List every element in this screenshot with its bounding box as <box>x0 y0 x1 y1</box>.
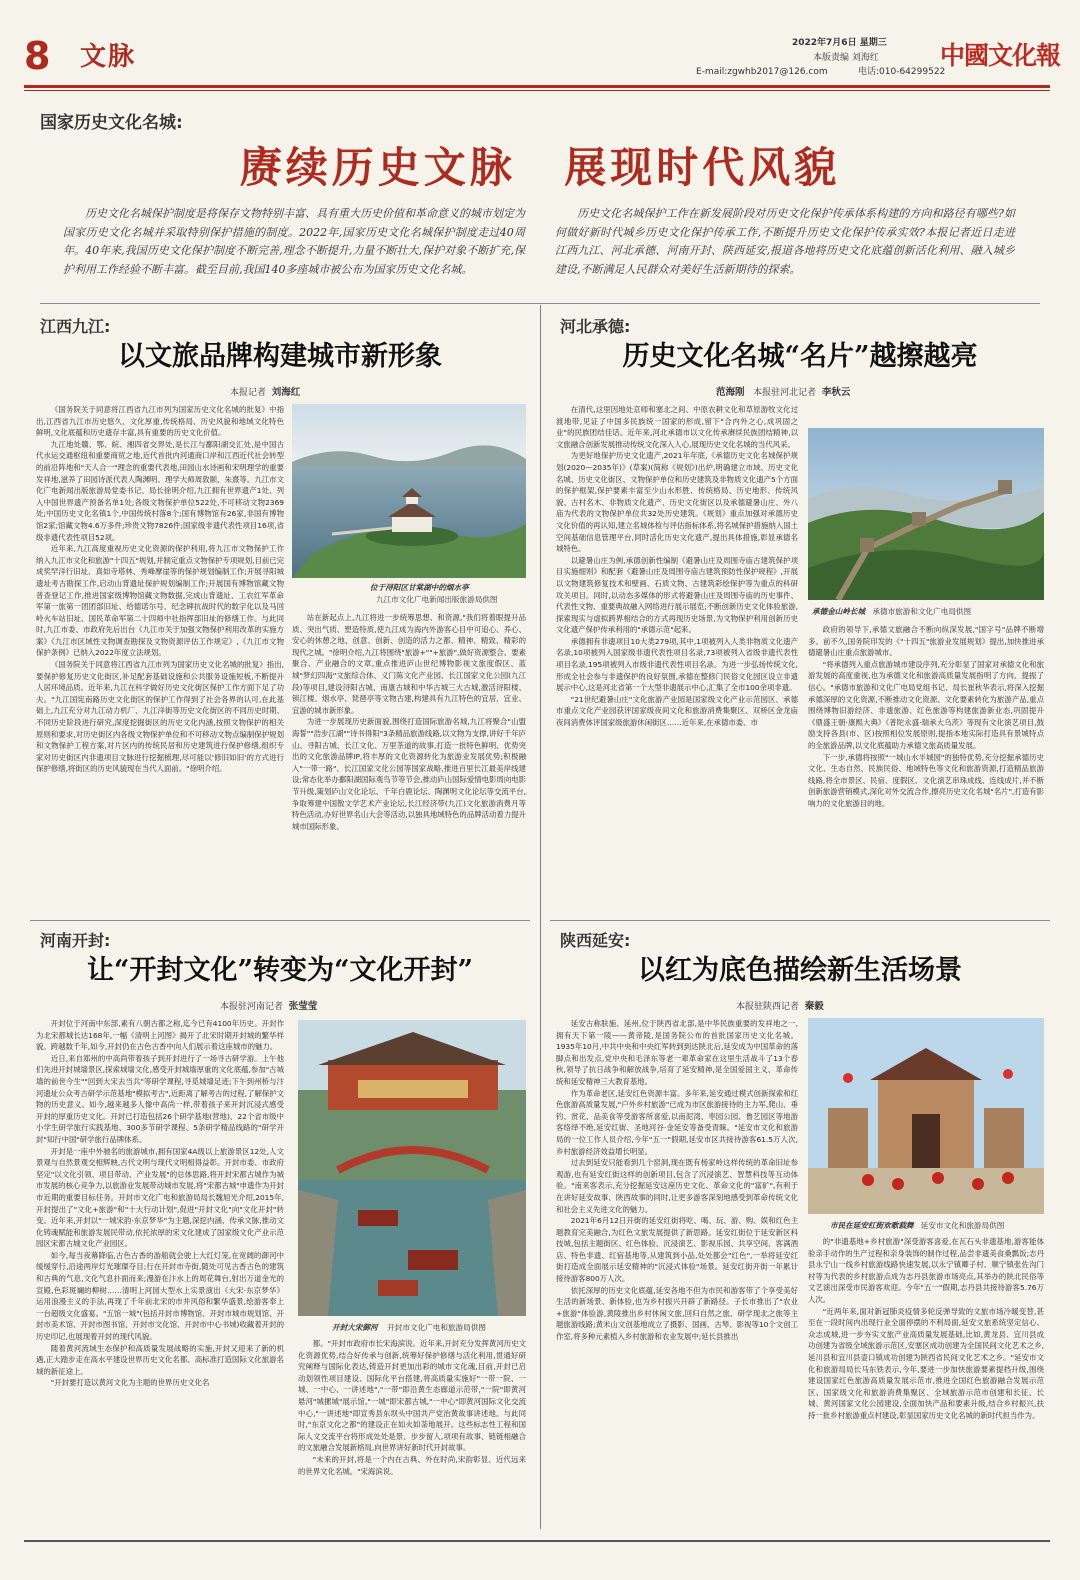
lead-divider <box>40 303 1040 304</box>
caption-title: 承德金山岭长城 <box>812 607 866 616</box>
page-editor: 本版责编 刘海红 <box>813 53 879 63</box>
byline-role: 本报驻陕西记者 <box>736 1002 800 1012</box>
footer-rule <box>24 1540 1050 1542</box>
paragraph: 开封是一座中外驰名的旅游城市,拥有国家4A级以上旅游景区12处,人文景观与自然景观交相辉映,古代文明与现代文明相得益彰。开封市委、市政府坚定"以文化引领、项目带动、产业发展"的总体思路,将开封宋都古城作为城市发展的核心竞争力,以旅游业发展带动城市发展,将"宋都古城"申遗作为开封市近期的重要目标任务。开封市文化广电和旅游局局长魏旭光介绍,2015年,开封提出了"文化+旅游"和"十大行动计划",促进"开封文化"向"文化开封"转变。近年来,开封以"一城宋韵·东京梦华"为主题,深挖内涵、传承文脉,推动文化铸魂赋能和旅游发展民带动,依托浓厚的宋文化建成了国家级文化产业示范园区宋都古城文化产业园区。 <box>36 1146 284 1249</box>
article-byline <box>736 998 824 1012</box>
paragraph: "未来的开封,将是一个内在古典、外在时尚,宋韵彰显、近代远来的世界文化名城。"宋海滨说。 <box>298 1454 526 1476</box>
article-jiujiang <box>30 314 530 914</box>
section-divider <box>550 920 1050 921</box>
article-byline <box>220 998 317 1012</box>
paragraph: 站在新起点上,九江将进一步统筹思想、和资源,"我们将着眼提升品质、突出气质、塑造特质,使九江成为海内外游客心目中可追心、养心、安心的休憩之地、创意、创新、创造的活力之都、精神、精致、精彩的现代之城。"徐明介绍,九江将围绕"旅游+""+旅游",做好资源整合、要素聚合、产业融合的文章,重点推进庐山世纪博物影视文旅度假区、蓝城"梦幻四海"文旅综合体、义门陈文化产业园、长江国家文化公园(九江段)等项目,建设浔阳古城、南康古城和中华古城三大古城,激活浔阳楼、锁江楼、烟水亭、琵琶亭等文物古建,构建具有九江特色的宜居、宜业、宜游的城市新形象。 <box>292 613 526 715</box>
lake-pavilion-photo <box>292 404 526 578</box>
paragraph: "开封要打造以黄河文化为主题的世界历史文化名 <box>50 1378 210 1388</box>
article-title: 让“开封文化”转变为“文化开封” <box>86 955 474 986</box>
paragraph: 承德拥有非遗项目10大类279项,其中,1项被列入人类非物质文化遗产名录,10项被列入国家级非遗代表性项目名录,73项被列入省级非遗代表性项目名录,195项被列入市级非遗代表性项目名录。为进一步弘扬传统文化,形成全社会参与非遗保护的良好氛围,承德在整修门民俗文化园区设立非遗展示中心,这是河北省第一个大型非遗展示中心,汇集了全市100余项非遗。 <box>556 636 798 693</box>
column-divider <box>540 305 541 1529</box>
paragraph: 都。"开封市政府市长宋海滨说。近年来,开封充分发挥黄河历史文化资源优势,结合好传承与创新,统筹好保护修缮与活化利用,贯通好研究阐释与国际化表达,铸造开封更加出彩的城市文化魂,目前,开封已启动划领性项目建设、国际化平台搭建,将高质量实施好"一带一院、一城、一中心、一讲述地","一带"即沿黄生态廊道示范带,"一院"即黄河悬河"城摞城"展示馆,"一城"即宋都古城,"一中心"即黄河国际文化交流中心,"一讲述地"即宣秀县东坝头中国共产党治黄故事讲述地。与此同时,"东京文化之都"的建设正在如火如荼地展开。这些标志性工程和国际人文交流平台将形成处处是景、步步留人,项项有故事、链链相融合的文旅融合发展新格局,向世界讲好新时代开封故事。 <box>298 1339 526 1453</box>
main-headline: 赓续历史文脉 展现时代风貌 <box>239 143 841 192</box>
section-divider <box>30 920 530 921</box>
paragraph: 开封位于河南中东部,素有八朝古都之称,迄今已有4100年历史。开封作为北宋都城长达168年,一幅《清明上河图》揭开了北宋时期开封城的繁华样貌。跨越数千年,如今,开封仍在古色古香中向人们展示着这座城市的魅力。 <box>36 1019 284 1052</box>
byline-role: 本报记者 <box>230 388 267 398</box>
paragraph: "将承德列入重点旅游城市建设序列,充分彰显了国家对承德文化和旅游发展的高度重视,也为承德文化和旅游高质量发展指明了方向、提振了信心。"承德市旅游和文化广电局党组书记、局长崔秋华表示,将深入挖掘承德深厚的文化资源,不断推动文化资源、文化要素转化为旅游产品,重点围绕博物旧游经济、非遗旅游、红色旅游等构建旅游新业态,巩固提升《鼎盛王朝·康熙大典》《普陀永盛·瑞承大乌茨》等现有文化演艺项目,鼓励支持各县(市、区)按照相位发展原则,提指本地实际打造具有景城特点的全旅游品牌,以文化底蕴助力承德文旅高质量发展。 <box>808 659 1044 750</box>
article-column-2 <box>808 1236 1044 1528</box>
paragraph: 在清代,这里因地处京师和塞北之间、中原农耕文化和草原游牧文化过渡地带,见证了中国多民族统一国家的形成,留下"合内外之心,成巩固之业"的民族团结佳话。近年来,河北承德市以文化传承赓续民族团结精神,以文旅融合创新发展推动传统文化深入人心,展现历史文化名城的当代风采。 <box>556 405 798 449</box>
article-title: 以文旅品牌构建城市新形象 <box>118 341 442 372</box>
lead-text-left: 历史文化名城保护制度是将保存文物特别丰富、具有重大历史价值和革命意义的城市划定为国家历史文化名城并采取特别保护措施的制度。2022年,国家历史文化名城保护制度走过40周年。40年来,我国历史文化保护制度不断完善,理念不断提升,力量不断壮大,保护对象不断扩充,保护利用工作经验不断丰富。截至目前,我国140多座城市被公布为国家历史文化名城。 <box>63 207 525 276</box>
byline-author: 张莹莹 <box>288 1001 318 1012</box>
caption-title: 市民在延安红街欢歌载舞 <box>830 1221 914 1230</box>
paragraph: "近两年来,面对新冠肺炎疫情多轮反弹导致的文旅市场冷暖变替,甚至在一段时间内出现行业全面停摆的不利局面,延安文旅系统坚定信心、众志成城,进一步夯实文旅产业高质量发展基础,比如,黄龙县、宜川县成功创建为省级全域旅游示范区,安塞区成功创建为全国民间文化艺术之乡,延川县和宜川县壶口镇成功创建为陕西省民间文化艺术之乡。"延安市文化和旅游局局长马东铁表示,今年,要进一步加快旅游要素提档升级,围绕建设国家红色旅游高质量发展示范市,推进全国红色旅游融合发展示范区、国家级文化和旅游消费集聚区、全域旅游示范市创建和长征、长城、黄河国家文化公园建设,全面加快产品和要素升级,结合乡村振兴,扶持一批乡村旅游重点村建设,彰显国家历史文化名城的新时代担当作为。 <box>808 1306 1044 1420</box>
article-column-2 <box>292 612 526 912</box>
photo-yanan-red-street <box>808 1018 1044 1214</box>
imperial-river-photo <box>298 1020 526 1316</box>
paragraph: 作为革命老区,延安红色资源丰富。多年来,延安通过模式创新探索和红色旅游高质量发展,"户外乡村旅游"已成为市区旅游接待的主力军,爬山、垂钓、赏花、品美食等受游客所喜爱,以南泥湾、枣园公园、鲁艺园区等地游客络绎不绝,延安红街、圣地河谷·金延安等备受青睐。"延安市文化和旅游局的一位工作人员介绍,今年"五一"假期,延安市区共接待游客61.5万人次,乡村旅游经济效益增长明显。 <box>556 1088 798 1156</box>
byline-role: 本报驻河北记者 <box>753 388 817 398</box>
byline-author: 李秋云 <box>821 387 851 398</box>
paragraph: 的"非遗基地+乡村旅游"深受游客喜爱,在瓦石头非遗基地,游客能体验亲手动作的生产过程和亲身装饰的制作过程,品尝非遗美食桑瓢饭;志丹县永宁山一线乡村旅游线路快速发展,以永宁镇卿子村、顺宁镇张佐沟门村等为代表的乡村旅游点成为志丹县旅游市场亮点,其举办的陕北民俗等文艺演出深受市民游客欢迎。今年"五一"假期,志丹县共接待游客5.76万人次。 <box>808 1237 1044 1304</box>
article-place: 江西九江: <box>40 317 111 336</box>
paragraph: "21世纪避暑山庄"文化旅游产业园是国家级文化产业示范园区、承德市重点文化产业园获评国家级夜间文化和旅游消费集聚区、双桥区金龙庙夜间消费体评国家级旅游休闲街区……近年来,在承德市委、市 <box>556 694 798 728</box>
caption-credit: 开封市文化广电和旅游局供图 <box>387 1323 486 1332</box>
article-yanan <box>550 928 1050 1532</box>
article-column-1 <box>36 1018 284 1528</box>
caption-credit: 延安市文化和旅游局供图 <box>920 1221 1005 1230</box>
byline-author: 秦毅 <box>804 1001 824 1012</box>
page-number: 8 <box>24 34 51 78</box>
article-column-2 <box>808 624 1044 914</box>
photo-caption-credit: 九江市文化广电新闻出版旅游局供图 <box>376 595 498 604</box>
great-wall-photo <box>808 428 1044 600</box>
caption-title: 位于浔阳区甘棠湖中的烟水亭 <box>370 583 469 592</box>
article-chengde <box>550 314 1050 914</box>
byline-author: 范海刚 <box>716 387 745 398</box>
paragraph: 为进一步展现历史新面貌,围绕打造国际旅游名城,九江将聚合"山盟海誓""浩步江湖""诗书得阳"3条精品旅游线路,以文物为支撑,讲好千年庐山、寻阳古城、长江文化、万里茶道的故事,打造一批特色鲜明、优势突出的文化旅游品牌IP,将丰厚的文化资源转化为旅游业发展优势;积极融入"一带一路"、长江国家文化公园等国家战略,推进百里长江最美岸线建设;常态化举办鄱阳湖国际观鸟节等节会,推动庐山国际爱情电影周向电影节升级,策划庐山文化论坛、千年白鹿论坛、陶渊明文化论坛等交流平台,争取筹建中国散文学艺术产业论坛,长江经济带(九江)文化旅游消费月等特色活动,办好世界名山大会等活动,以独具地域特色的品牌活动着力提升城市国际形象。 <box>292 717 526 831</box>
article-title: 历史文化名城“名片”越擦越亮 <box>622 341 978 372</box>
paragraph: 政府的领导下,承德文旅融合不断向纵深发展,"国字号"品牌不断增多。前不久,国务院印发的《"十四五"旅游业发展规划》提出,加快推进承德避暑山庄重点旅游城市。 <box>808 625 1044 658</box>
paragraph: 以避暑山庄为例,承德创新性编制《避暑山庄及周围寺庙古建筑保护项目实施细则》和配套《避暑山庄及周围寺庙古建筑预防性保护规程》,开展以文物建筑修复技术和壁画、石质文物、古建筑彩绘保护等为重点的科研攻关项目。同时,以动态多媒体的形式将避暑山庄及周围寺庙的历史事件、代表性文物、重要典故融入网络进行展示展览;不断创新历史文化体验旅游,探索现实与虚拟跨界相结合的方式再现历史场景,为文物保护利用创新历史文化遗产保护传承利用的"承德示范"起来。 <box>556 555 798 635</box>
article-byline <box>230 384 300 398</box>
newspaper-masthead: 中國文化報 <box>940 41 1061 70</box>
paragraph: 随着黄河流域生态保护和高质量发展战略的实施,开封又迎来了新的机遇,正大踏步走在高水平建设世界历史文化名都、高标准打造国际文化旅游名城的新征途上。 <box>36 1343 284 1376</box>
article-column-1 <box>556 404 798 910</box>
contact-phone: 电话:010-64299522 <box>858 67 946 77</box>
photo-caption <box>812 606 971 617</box>
article-place: 河北承德: <box>560 317 631 336</box>
article-byline <box>716 384 850 398</box>
photo-yanshui-pavilion <box>292 404 526 578</box>
byline-role: 本报驻河南记者 <box>220 1002 284 1012</box>
paragraph: 九江地处赣、鄂、皖、湘四省交界处,是长江与鄱阳湖交汇处,是中国古代水运交通枢纽和重要商贸之地,近代首批内河通商口岸和江西近代社会转型的前沿阵地和"天人合一"理念的重要代表地,田园山水诗画和宋明理学的重要发祥地,滋养了田园诗派代表人陶渊明、理学大师周敦颐、朱熹等。九江市文化广电新闻出版旅游局党委书记、局长徐明介绍,九江拥有世界遗产1处、列入中国世界遗产预备名单1处;各级文物保护单位522处,不可移动文物2369处;中国历史文化名镇1个,中国传统村落8个;国有博物馆有26家,非国有博物馆2家;馆藏文物4.6万多件;珍贵文物7826件;国家级非遗代表性项目16项,省级非遗代表性项目52项。 <box>36 439 284 542</box>
paragraph: 下一步,承德将按照"一城山水半城园"的独特优势,充分挖掘承德历史文化、生态自然、民族民俗、地域特色等文化和旅游资源,打造精品旅游线路,将全市景区、民宿、度假区、文化演艺串珠成线、连线成片,并不断创新旅游营销模式,深化对外交流合作,擦亮历史文化名城"名片",打造有影响力的文化旅游目的地。 <box>808 752 1044 808</box>
paragraph: 为更好地保护历史文化遗产,2021年年底,《承德历史文化名城保护规划(2020—2035年)》(草案)(简称《规划》)出炉,明确建立市域、历史文化名城、历史文化街区、文物保护单位和历史建筑及非物质文化遗产5个方面的保护框架,保护要素丰富至少山水形胜、传统格局、历史地形、传统风貌、古村名木、非物质文化遗产、历史文化街区以及承德避暑山庄、外八庙为代表的文物保护单位共32处历史建筑。《规划》重点加强对承德历史文化价值的再认知,建立名城体检与评估指标体系,将名城保护措施纳入国土空间基础信息管理平台,同时活化历史文化遗产,提出具体措施,彰显承德名城特色。 <box>556 451 798 554</box>
photo-jinshanling-great-wall <box>808 428 1044 600</box>
byline-author: 刘海红 <box>271 387 301 398</box>
photo-caption-title <box>370 582 469 593</box>
paragraph: 依托深厚的历史文化底蕴,延安各地不但为市民和游客带了个享受美好生活的新场景、新体验,也为乡村振兴开辟了新路径。子长市推出了"农业+旅游"体验游,黄陵推出乡村休闲文旅,回归自然之旅、研学现北之旅等主题旅游线路;黄米山文创基地成立了摄影、国画、古琴、影视等10个文创工作室,将多种元素植入乡村旅游和农业发展中;延长县推出 <box>556 1285 798 1342</box>
photo-song-imperial-river <box>298 1020 526 1316</box>
paragraph: 《国务院关于同意将江西省九江市列为国家历史文化名城的批复》指出,要保护修复历史文化街区,补足配套基础设施和公共服务设施短板,不断提升人居环境品质。近年来,九江在科学做好历史文化街区保护工作方面下足了功夫。"九江国宪南路历史文化街区的保护工作得到了社会各界的认可,在此基础上,九江充分对九江动力机厂、九江洋街等历史文化街区的不同历史时期、不同历史阶段进行研究,深度挖掘街区的历史文化内涵,按照文物保护的相关原则和要求,对历史街区内各级文物保护单位和不可移动文物点编制保护规划和文物保护工程方案,对片区内的传统民居和历史建筑进行保护修缮,组织专家对历史街区内非遗项目文脉进行挖掘梳理,尽可能以'修旧如旧'的方式进行保护修缮,将街区的历史风貌现在当代人面前。"徐明介绍。 <box>36 660 284 774</box>
header-rule-thin <box>24 90 1050 91</box>
issue-date: 2022年7月6日 星期三 <box>792 38 887 48</box>
caption-title: 开封大宋御河 <box>332 1323 378 1332</box>
article-title: 以红为底色描绘新生活场景 <box>638 955 962 986</box>
red-street-photo <box>808 1018 1044 1214</box>
paragraph: 延安古称肤施、延州,位于陕西省北部,是中华民族重要的发祥地之一,拥有天下第一陵——黄帝陵,是国务院公布的首批国家历史文化名城。1935年10月,中共中央和中央红军转到到达陕北后,延安成为中国革命的落脚点和出发点,党中央和毛泽东等老一辈革命家在这里生活战斗了13个春秋,领导了抗日战争和解放战争,培育了延安精神,是全国爱国主义、革命传统和延安精神三大教育基地。 <box>556 1019 798 1086</box>
article-column-2 <box>298 1338 526 1528</box>
paragraph: 近日,来自郑州的中高尚带着孩子到开封进行了一场寻古研学游。上午他们先进开封城墙景区,探索城墙文化,感受开封城墙厚重的文化底蕴,参加"古城墙的前世今生""回到大宋去当兵"等研学课程,寻觅城墙足迹;下午到州桥与汴河遗址公众考古研学示范基地"模拟考古",近距离了解考古的过程,了解保护文物的历史意义。如今,越来越多人像中高尚一样,带着孩子来开封沉浸式感受开封的厚重历史文化。开封已打造包括26个研学基地(营地)、22个省市级中小学生研学旅行实践基地、300多节研学课程、5条研学精品线路的"研学开封"知行中国"研学旅行品牌体系。 <box>36 1053 284 1144</box>
caption-credit: 承德市旅游和文化广电局供图 <box>872 607 972 616</box>
lead-text-right: 历史文化名城保护工作在新发展阶段对历史文化保护传承体系构建的方向和路径有哪些?如何做好新时代城乡历史文化保护传承工作,不断提升历史文化保护传承实效?本报记者近日走进江西九江、河北承德、河南开封、陕西延安,报道各地将历史文化底蕴创新活化利用、融入城乡建设,不断满足人民群众对美好生活新期待的探索。 <box>555 207 1015 276</box>
paragraph: 《国务院关于同意将江西省九江市列为国家历史文化名城的批复》中指出,江西省九江市历史悠久、文化厚重,传统格局、历史风貌和地域文化特色鲜明,文化底蕴和历史遗存丰富,具有重要的历史文化价值。 <box>36 405 284 438</box>
contact-email: E-mail:zgwhb2017@126.com <box>696 67 828 77</box>
paragraph: 如今,每当夜幕降临,古色古香的游船就会驶上大红灯笼,在宽阔的御河中缓缓穿行,沿途两岸灯光璀璨夺目;行在开封市寺街,随处可见古香古色的建筑和古典的气息,文化气息扑面而来;漫游在汴水上的周花舞台,射出万道金光的宣殿,色彩斑斓的柳树……清明上河园大型水上实景演出《大宋·东京梦华》运用浪漫主义的手法,再现了千年前北宋的市井风俗和繁华盛景,绘游客奉上一台超级文化盛宴。"五馆一城"(包括开封市博物馆、开封市城市规划馆、开封市美术馆、开封市图书馆、开封市文化馆、开封市中心书城)收藏着开封的历史印记,也展现着开封的现代风貌。 <box>36 1250 284 1342</box>
photo-caption <box>332 1322 486 1333</box>
article-kaifeng <box>30 928 530 1532</box>
article-column-1 <box>556 1018 798 1528</box>
header-rule <box>24 85 1050 88</box>
lead-kicker: 国家历史文化名城: <box>40 113 183 133</box>
article-place: 河南开封: <box>40 931 111 950</box>
paragraph: 2021年6月12日开街的延安红街将吃、喝、玩、游、购、娱和红色主题教育完美融合,为红色文旅发展提供了新思路。延安红街位于延安新区科技城,包括主题街区、红色体验、沉浸演艺、影视乐园、共享空间、客满酒店、特色非遗、红宿基地等,从建筑到小品,处处都会"红色",一举将延安红街打造成全面展示延安精神的"沉浸式体验"场景。延安红街开街一年累计接待游客800万人次。 <box>556 1216 798 1284</box>
paragraph: 近年来,九江高度重视历史文化资源的保护利用,将九江市文物保护工作纳入九江市文化和旅游"十四五"规划,并制定重点文物保护专项规划,目前已完成奖罕洋行旧址、真如寺塔林、秀峰摩崖等的保护规划编制工作;开展寻阳城遗址考古勘探工作,启动山背遗址保护规划编制工作;开展国有博物馆藏文物普查登记工作,推进国家级博物馆藏文物数据,完成山背遗址、工农红军革命军第一旅第一团团部旧址、给德诺尔号、纪念碑抗战时代的数字化以及马回岭火车站旧址、国民革命军第二十四师中社指挥部旧址的修缮工作。与此同时,九江市委、市政府先后出台《九江市关于加强文物保护利用改革的实施方案》《九江市区域性文物调查勘探及文物资源评估工作规定》,《九江市文物保护条例》已纳入2022年度立法规划。 <box>36 544 284 658</box>
article-column-1 <box>36 404 284 910</box>
photo-caption <box>830 1220 1004 1231</box>
paragraph: 过去到延安只能看到几个窑洞,现在既有杨家岭这样传统的革命旧址参观游,也有延安红街这样的创新项目,包含了沉浸演艺、智慧科技等互动体验。"南来客表示,充分挖掘延安这座历史文化、革命文化的"富矿",有利于在讲好延安故事、陕西故事的同时,让更多游客深刻地感受到革命传统文化和社会主义先进文化的魅力。 <box>556 1158 798 1214</box>
article-place: 陕西延安: <box>560 931 631 950</box>
section-name: 文脉 <box>80 42 137 72</box>
